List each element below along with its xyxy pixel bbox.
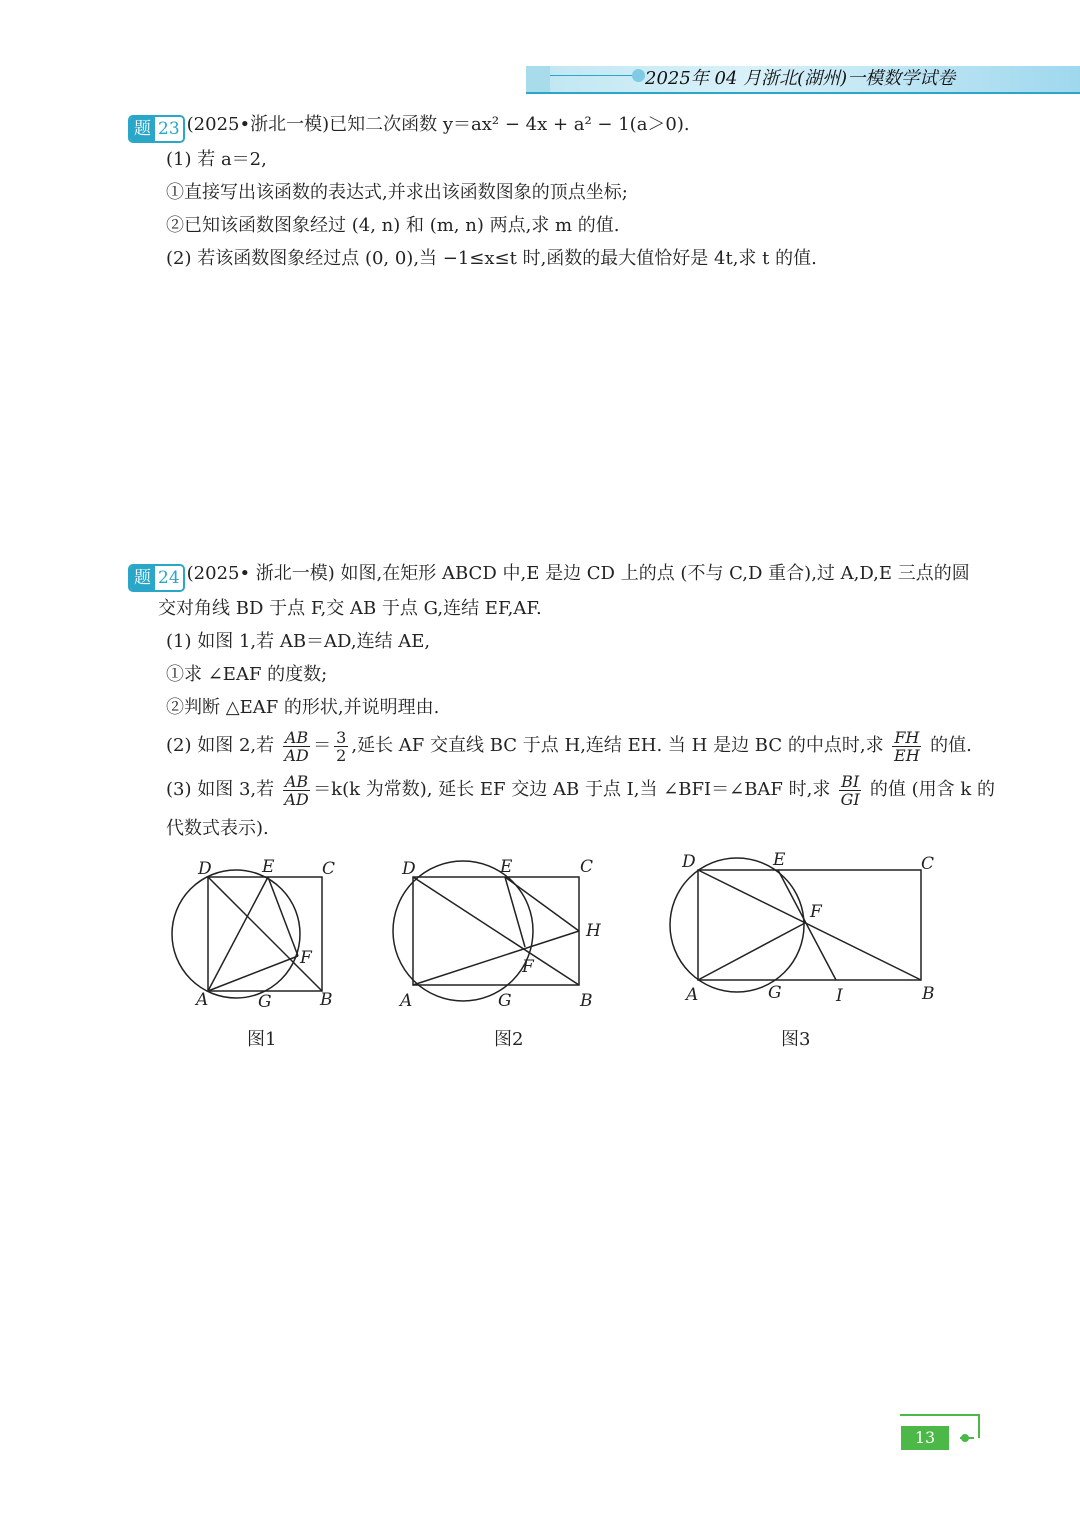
- label-f: F: [810, 902, 822, 922]
- label-c: C: [322, 859, 336, 879]
- label-c: C: [921, 854, 935, 874]
- problem-23: [128, 108, 817, 275]
- label-b: B: [580, 991, 593, 1011]
- label-a: A: [686, 985, 699, 1005]
- part2-suffix: 的值.: [930, 735, 972, 756]
- problem-23-part1-2: ②已知该函数图象经过 (4, n) 和 (m, n) 两点,求 m 的值.: [166, 215, 620, 236]
- fraction-numerator: AB: [284, 727, 309, 747]
- segment-ef: [268, 877, 298, 956]
- fraction-denominator: AD: [284, 789, 309, 809]
- problem-24-stem-line2: 交对角线 BD 于点 F,交 AB 于点 G,连结 EF,AF.: [158, 598, 542, 619]
- fraction-denominator: AD: [284, 745, 309, 765]
- part3-suffix: 的值 (用含 k 的: [869, 779, 996, 800]
- problem-23-part1-1: ①直接写出该函数的表达式,并求出该函数图象的顶点坐标;: [166, 182, 628, 203]
- part2-middle: ,延长 AF 交直线 BC 于点 H,连结 EH. 当 H 是边 BC 的中点时,求: [351, 735, 884, 756]
- header-dot: [632, 69, 645, 82]
- label-g: G: [498, 991, 512, 1011]
- segment-ef: [505, 877, 525, 947]
- problem-23-part2: (2) 若该函数图象经过点 (0, 0),当 −1≤x≤t 时,函数的最大值恰好是 4t,求 t 的值.: [166, 248, 817, 269]
- fraction-ab-ad: [283, 773, 310, 808]
- diagonal-bd: [208, 877, 322, 991]
- label-d: D: [402, 859, 416, 879]
- part2-prefix: (2) 如图 2,若: [166, 735, 275, 756]
- figure-1: [160, 850, 350, 1020]
- label-b: B: [922, 984, 935, 1004]
- label-g: G: [258, 992, 272, 1012]
- segment-ei: [778, 870, 836, 980]
- label-h: H: [586, 921, 601, 941]
- problem-23-part1: (1) 若 a＝2,: [166, 149, 267, 170]
- circle-ade: [670, 858, 804, 992]
- label-i: I: [836, 986, 843, 1006]
- label-a: A: [400, 991, 413, 1011]
- figure-2: [380, 850, 610, 1020]
- problem-24-stem-line1: [128, 557, 995, 592]
- problem-badge: [128, 115, 185, 143]
- page-number: 13: [901, 1426, 949, 1450]
- fraction-denominator: EH: [894, 745, 920, 765]
- segment-af: [208, 956, 298, 991]
- label-f: F: [300, 948, 312, 968]
- header-rule: [550, 75, 636, 76]
- label-e: E: [500, 857, 513, 877]
- badge-number: 23: [155, 117, 183, 141]
- problem-24-stem: (2025• 浙北一模) 如图,在矩形 ABCD 中,E 是边 CD 上的点 (不与 C,D 重合),过 A,D,E 三点的圆: [186, 563, 970, 584]
- badge-label: 题: [130, 566, 155, 590]
- fraction-3-2: [334, 729, 348, 764]
- segment-ae: [208, 877, 268, 991]
- fraction-numerator: FH: [894, 727, 920, 747]
- problem-24-part1-1: ①求 ∠EAF 的度数;: [166, 664, 328, 685]
- header-bottom-rule: [526, 92, 1080, 94]
- label-b: B: [320, 990, 333, 1010]
- fraction-numerator: BI: [841, 771, 860, 791]
- label-f: F: [522, 957, 534, 977]
- segment-ah: [413, 931, 579, 985]
- equals-sign: ＝: [313, 735, 332, 756]
- arrow-icon: [956, 1428, 976, 1448]
- fraction-numerator: AB: [284, 771, 309, 791]
- figure-1-caption: 图1: [247, 1029, 277, 1050]
- label-g: G: [768, 983, 782, 1003]
- segment-af: [698, 923, 805, 980]
- label-d: D: [198, 859, 212, 879]
- fraction-bi-gi: [839, 773, 861, 808]
- fraction-denominator: GI: [840, 789, 860, 809]
- problem-24-part3: [128, 768, 995, 812]
- fraction-numerator: 3: [336, 727, 347, 747]
- problem-badge: [128, 564, 185, 592]
- problem-23-stem-line: [128, 108, 817, 143]
- diagonal-bd: [413, 877, 579, 985]
- problem-24-part1: (1) 如图 1,若 AB＝AD,连结 AE,: [166, 631, 431, 652]
- header-square: [526, 66, 550, 92]
- part3-middle: ＝k(k 为常数), 延长 EF 交边 AB 于点 I,当 ∠BFI＝∠BAF 时,求: [313, 779, 831, 800]
- fraction-ab-ad: [283, 729, 310, 764]
- problem-24: [128, 557, 995, 845]
- label-e: E: [773, 850, 786, 870]
- label-d: D: [682, 852, 696, 872]
- fraction-fh-eh: [892, 729, 921, 764]
- figure-2-caption: 图2: [494, 1029, 524, 1050]
- badge-number: 24: [155, 566, 183, 590]
- problem-24-part2: [128, 724, 995, 768]
- diagonal-bd: [698, 870, 921, 980]
- label-a: A: [196, 990, 209, 1010]
- problem-24-part1-2: ②判断 △EAF 的形状,并说明理由.: [166, 697, 440, 718]
- circle-ade: [172, 870, 300, 998]
- label-c: C: [580, 857, 594, 877]
- problem-23-stem: (2025•浙北一模)已知二次函数 y＝ax² − 4x + a² − 1(a＞0).: [186, 114, 690, 135]
- badge-label: 题: [130, 117, 155, 141]
- label-e: E: [262, 857, 275, 877]
- segment-eh: [505, 877, 579, 931]
- fraction-denominator: 2: [336, 745, 347, 765]
- problem-24-part3-line2: 代数式表示).: [166, 818, 269, 839]
- part3-prefix: (3) 如图 3,若: [166, 779, 275, 800]
- figure-3-caption: 图3: [781, 1029, 811, 1050]
- header-title: 2025年 04 月浙北(湖州)一模数学试卷: [645, 68, 956, 89]
- figure-3: [660, 845, 950, 1015]
